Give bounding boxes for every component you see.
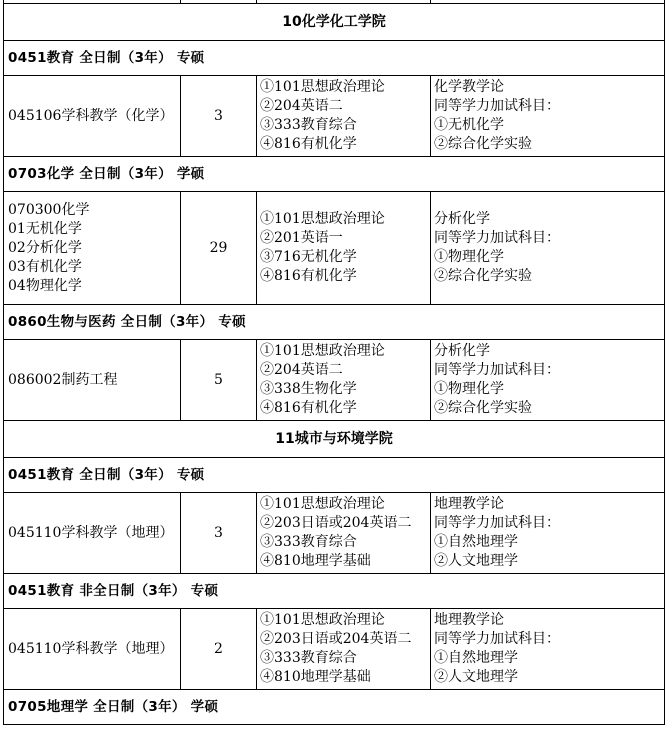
program-title: 0705地理学 全日制（3年） 学硕 [4, 690, 665, 725]
major-name-cell-line: 03有机化学 [8, 258, 82, 275]
retest-subjects-cell [431, 192, 665, 305]
exam-subjects-cell-line: ④810地理学基础 [260, 669, 371, 685]
exam-subjects-cell-line: ③716无机化学 [260, 249, 357, 265]
exam-subjects-cell-line: ③338生物化学 [260, 381, 357, 397]
college-header-row [4, 421, 665, 458]
retest-subjects-cell-line: 同等学力加试科目： [434, 98, 560, 114]
retest-subjects-cell-line: ②综合化学实验 [434, 136, 532, 152]
exam-subjects-cell-line: ②204英语二 [260, 362, 343, 378]
retest-subjects-cell-line: ②人文地理学 [434, 669, 518, 685]
retest-subjects-cell-line: ①物理化学 [434, 249, 504, 265]
major-name-cell [4, 192, 181, 305]
retest-subjects-cell-line: 同等学力加试科目： [434, 230, 560, 246]
major-row [4, 609, 665, 690]
exam-subjects-cell-line: ②204英语二 [260, 98, 343, 114]
major-name-cell-line: 045106学科教学（化学） [8, 107, 174, 124]
exam-subjects-cell [257, 192, 431, 305]
exam-subjects-cell-line: ①101思想政治理论 [260, 612, 385, 628]
major-name-cell-line: 086002制药工程 [8, 371, 118, 388]
program-title: 0451教育 全日制（3年） 专硕 [4, 458, 665, 493]
program-header-row [4, 157, 665, 192]
program-title: 0451教育 全日制（3年） 专硕 [4, 41, 665, 76]
exam-subjects-cell-line: ①101思想政治理论 [260, 79, 385, 95]
program-header-row [4, 458, 665, 493]
major-name-cell-line: 04物理化学 [8, 277, 82, 294]
exam-subjects-cell [257, 76, 431, 157]
major-name-cell-line: 045110学科教学（地理） [8, 524, 174, 541]
program-title: 0860生物与医药 全日制（3年） 专硕 [4, 305, 665, 340]
exam-subjects-cell-line: ③333教育综合 [260, 650, 357, 666]
major-name-cell [4, 609, 181, 690]
retest-subjects-cell [431, 340, 665, 421]
exam-subjects-cell-line: ②203日语或204英语二 [260, 631, 412, 647]
major-name-cell-line: 01无机化学 [8, 220, 82, 237]
retest-subjects-cell-line: 同等学力加试科目： [434, 631, 560, 647]
retest-subjects-cell-line: ②人文地理学 [434, 553, 518, 569]
exam-subjects-cell-line: ②201英语一 [260, 230, 343, 246]
exam-subjects-cell [257, 340, 431, 421]
exam-subjects-cell-line: ④810地理学基础 [260, 553, 371, 569]
exam-subjects-cell-line: ①101思想政治理论 [260, 496, 385, 512]
exam-subjects-cell-line: ③333教育综合 [260, 117, 357, 133]
major-name-cell [4, 340, 181, 421]
retest-subjects-cell-line: 同等学力加试科目： [434, 362, 560, 378]
admissions-catalog-table [3, 0, 665, 725]
enrollment-quota: 3 [181, 493, 257, 574]
exam-subjects-cell-line: ①101思想政治理论 [260, 211, 385, 227]
retest-subjects-cell-line: ①自然地理学 [434, 534, 518, 550]
college-header-row [4, 4, 665, 41]
program-header-row [4, 41, 665, 76]
major-name-cell-line: 02分析化学 [8, 239, 82, 256]
exam-subjects-cell [257, 493, 431, 574]
retest-subjects-cell-line: 化学教学论 [434, 79, 504, 95]
college-title: 11城市与环境学院 [4, 421, 665, 458]
retest-subjects-cell [431, 493, 665, 574]
exam-subjects-cell [257, 609, 431, 690]
retest-subjects-cell-line: 同等学力加试科目： [434, 515, 560, 531]
retest-subjects-cell-line: ①自然地理学 [434, 650, 518, 666]
enrollment-quota: 3 [181, 76, 257, 157]
retest-subjects-cell-line: 分析化学 [434, 211, 490, 227]
retest-subjects-cell-line: ①物理化学 [434, 381, 504, 397]
major-row [4, 340, 665, 421]
major-row [4, 192, 665, 305]
major-name-cell [4, 76, 181, 157]
program-header-row [4, 690, 665, 725]
enrollment-quota: 2 [181, 609, 257, 690]
retest-subjects-cell-line: ②综合化学实验 [434, 400, 532, 416]
retest-subjects-cell [431, 609, 665, 690]
exam-subjects-cell-line: ④816有机化学 [260, 400, 357, 416]
program-title: 0451教育 非全日制（3年） 专硕 [4, 574, 665, 609]
retest-subjects-cell-line: 地理教学论 [434, 612, 504, 628]
retest-subjects-cell-line: ①无机化学 [434, 117, 504, 133]
program-header-row [4, 574, 665, 609]
program-title: 0703化学 全日制（3年） 学硕 [4, 157, 665, 192]
exam-subjects-cell-line: ④816有机化学 [260, 268, 357, 284]
exam-subjects-cell-line: ②203日语或204英语二 [260, 515, 412, 531]
college-title: 10化学化工学院 [4, 4, 665, 41]
enrollment-quota: 29 [181, 192, 257, 305]
major-row [4, 76, 665, 157]
major-name-cell-line: 070300化学 [8, 201, 90, 218]
exam-subjects-cell-line: ①101思想政治理论 [260, 343, 385, 359]
major-name-cell-line: 045110学科教学（地理） [8, 640, 174, 657]
exam-subjects-cell-line: ④816有机化学 [260, 136, 357, 152]
retest-subjects-cell-line: 地理教学论 [434, 496, 504, 512]
enrollment-quota: 5 [181, 340, 257, 421]
exam-subjects-cell-line: ③333教育综合 [260, 534, 357, 550]
retest-subjects-cell-line: ②综合化学实验 [434, 268, 532, 284]
retest-subjects-cell-line: 分析化学 [434, 343, 490, 359]
program-header-row [4, 305, 665, 340]
major-name-cell [4, 493, 181, 574]
major-row [4, 493, 665, 574]
retest-subjects-cell [431, 76, 665, 157]
catalog-table-body [4, 0, 665, 725]
